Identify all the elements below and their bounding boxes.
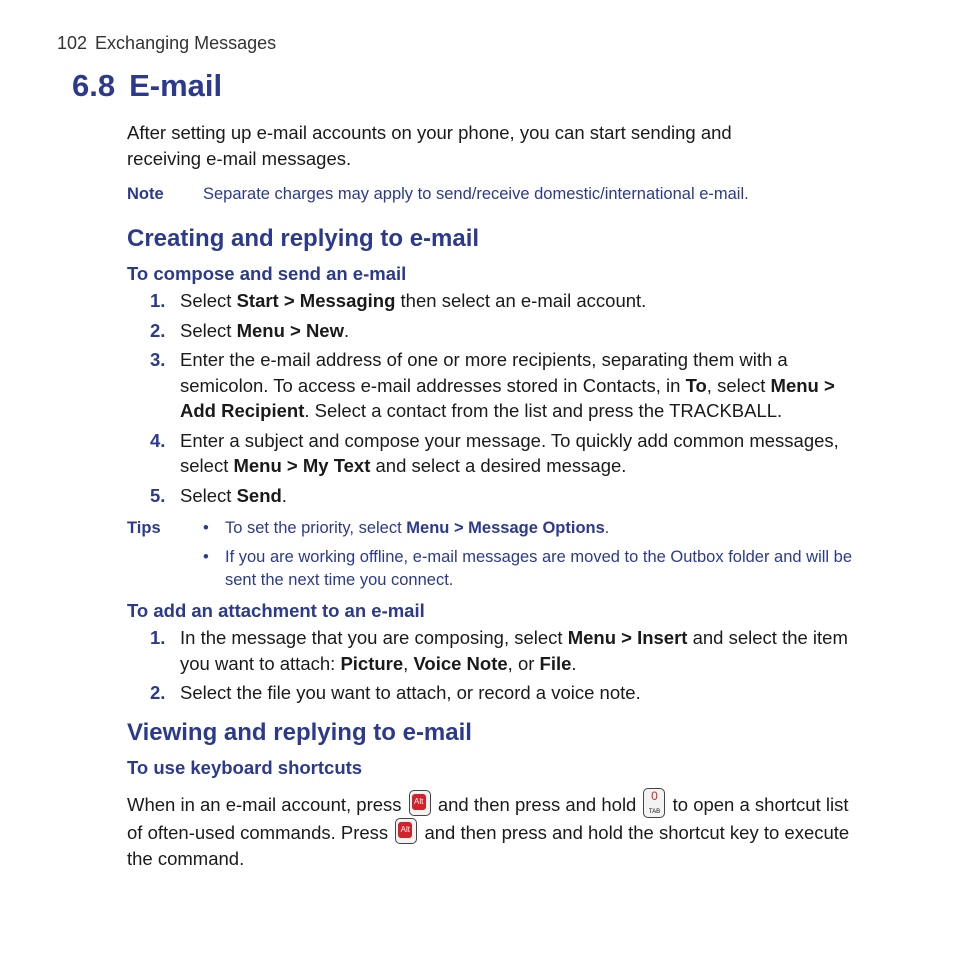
- step-bold: Menu > My Text: [233, 455, 371, 476]
- step-text: Enter a subject and compose your message. To quickly add common messages, select: [180, 429, 839, 476]
- step-bold: Menu > Insert: [567, 627, 688, 648]
- section-title: E-mail: [129, 68, 223, 103]
- heading-viewing-replying: Viewing and replying to e-mail: [127, 719, 472, 746]
- tip-text: .: [604, 519, 610, 537]
- alt-key-label: Alt: [398, 822, 412, 838]
- step-text: .: [281, 484, 287, 506]
- heading-creating-replying: Creating and replying to e-mail: [127, 225, 480, 252]
- alt-key-icon: [409, 790, 431, 816]
- intro-paragraph: After setting up e-mail accounts on your phone, you can start sending and receiving e-mail messages.: [127, 122, 732, 169]
- list-item: [127, 288, 857, 314]
- section-number: 6.8: [72, 68, 116, 103]
- step-bold: To: [685, 374, 707, 396]
- step-text: . Select a contact from the list and press the TRACKBALL.: [304, 400, 783, 421]
- page-number: 102: [57, 33, 88, 53]
- tab-key-bottom-label: TAB: [648, 809, 661, 815]
- alt-key-icon: [395, 818, 417, 844]
- step-bold: Menu > Add Recipient: [180, 374, 835, 421]
- list-item: [127, 483, 857, 509]
- step-bold: Start > Messaging: [236, 290, 396, 311]
- subheading-compose-send: To compose and send an e-mail: [127, 263, 407, 284]
- step-number: 3.: [150, 349, 166, 370]
- step-bold: File: [539, 652, 572, 674]
- step-text: In the message that you are composing, select: [180, 627, 568, 648]
- step-text: ,: [403, 652, 414, 674]
- step-number: 2.: [150, 682, 166, 703]
- step-text: Select the file you want to attach, or record a voice note.: [180, 682, 641, 703]
- tips-box: [127, 517, 857, 598]
- step-bold: Menu > New: [236, 319, 344, 341]
- step-number: 5.: [150, 484, 166, 506]
- step-text: and select a desired message.: [370, 455, 627, 476]
- note: [127, 185, 847, 204]
- step-number: 4.: [150, 429, 166, 451]
- step-text: , select: [706, 374, 771, 396]
- step-number: 2.: [150, 319, 166, 341]
- tip-bold: Menu > Message Options: [406, 519, 605, 537]
- step-text: .: [344, 319, 350, 341]
- page-title: [72, 68, 222, 104]
- list-item: [127, 680, 857, 706]
- list-item: [127, 347, 857, 424]
- step-bold: Voice Note: [413, 652, 508, 674]
- tab-key-icon: [643, 788, 665, 818]
- note-text: Separate charges may apply to send/receive domestic/international e-mail.: [203, 185, 749, 203]
- step-number: 1.: [150, 627, 166, 648]
- running-head-section: Exchanging Messages: [95, 33, 277, 53]
- step-number: 1.: [150, 290, 166, 311]
- step-text: , or: [507, 652, 540, 674]
- step-text: .: [571, 652, 577, 674]
- shortcut-text: and then press and hold: [432, 794, 642, 815]
- step-text: and select the item you want to attach:: [180, 627, 848, 674]
- step-text: then select an e-mail account.: [395, 290, 647, 311]
- step-text: Select: [180, 319, 237, 341]
- bullet-icon: •: [203, 548, 209, 566]
- shortcut-text: When in an e-mail account, press: [127, 794, 407, 815]
- subheading-add-attachment: To add an attachment to an e-mail: [127, 600, 425, 621]
- shortcut-text: to open a shortcut list of often-used commands. Press: [127, 794, 849, 843]
- note-label: Note: [127, 185, 164, 203]
- shortcut-text: and then press and hold the shortcut key to execute the command.: [127, 822, 850, 869]
- tab-key-top-label: 0: [651, 789, 658, 803]
- step-text: Select: [180, 290, 237, 311]
- list-item: [127, 428, 857, 479]
- list-item: [127, 625, 857, 676]
- tip-text: If you are working offline, e-mail messages are moved to the Outbox folder and will be sent the next time you connect.: [225, 548, 853, 589]
- step-text: Enter the e-mail address of one or more recipients, separating them with a semicolon. To access e-mail addresses stored in Contacts, in: [180, 349, 788, 396]
- running-head: [57, 33, 276, 54]
- tip-item: [127, 546, 857, 592]
- compose-steps: [127, 288, 857, 512]
- tips-label: Tips: [127, 519, 161, 537]
- step-text: Select: [180, 484, 237, 506]
- tip-text: To set the priority, select: [225, 519, 407, 537]
- bullet-icon: •: [203, 519, 209, 537]
- list-item: [127, 318, 857, 344]
- subheading-keyboard-shortcuts: To use keyboard shortcuts: [127, 757, 363, 778]
- step-bold: Send: [236, 484, 282, 506]
- shortcut-paragraph: [127, 788, 862, 871]
- attachment-steps: [127, 625, 857, 710]
- tip-item: [127, 517, 857, 540]
- step-bold: Picture: [340, 652, 404, 674]
- alt-key-label: Alt: [412, 794, 426, 810]
